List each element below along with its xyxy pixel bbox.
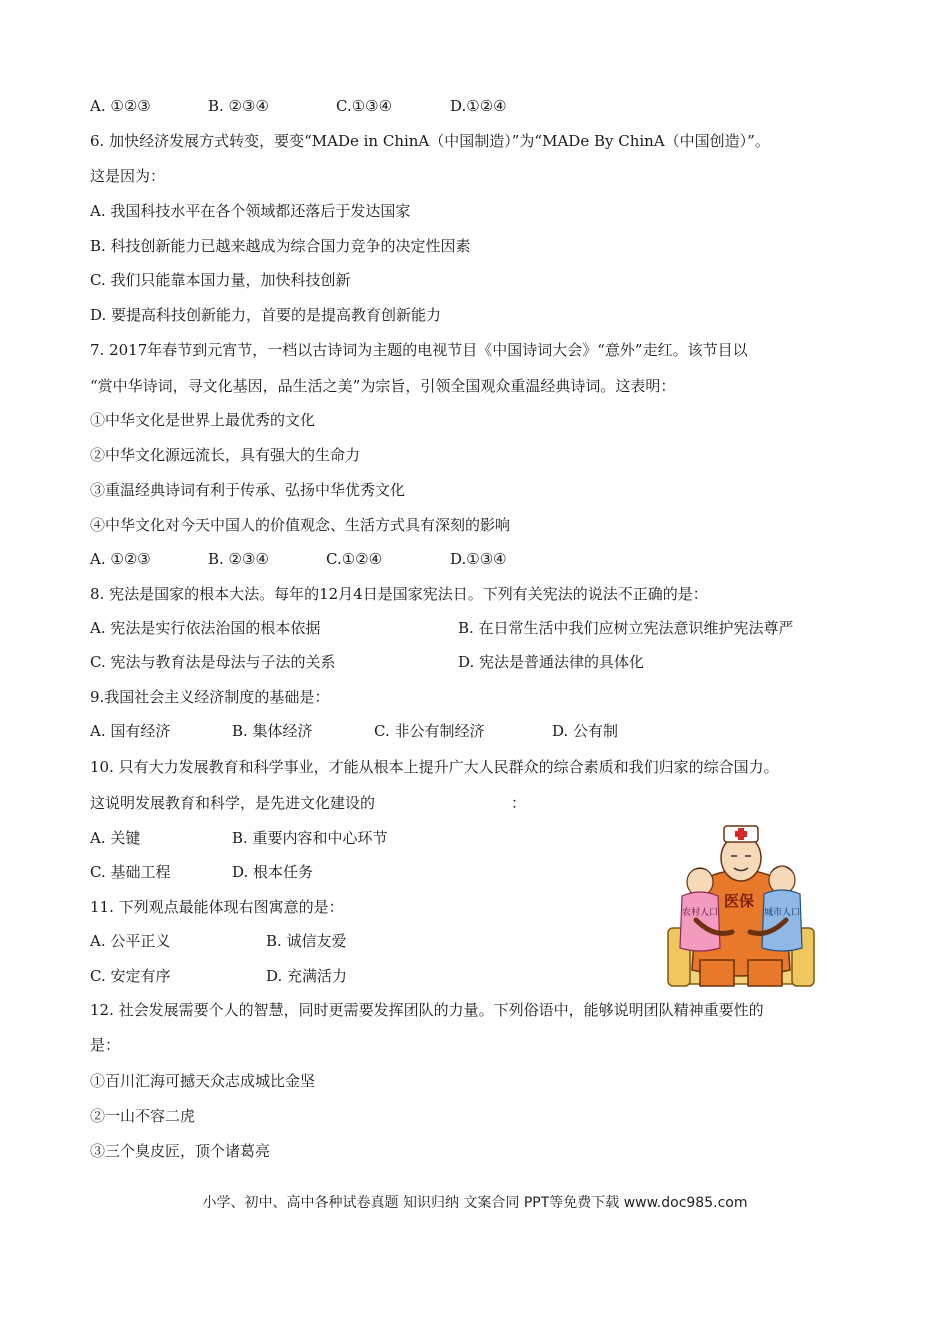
red-cross-icon [735,831,747,837]
q6-stem-line2: 这是因为： [90,167,166,185]
q12-stem-line2: 是： [90,1036,121,1054]
q6-option-b: B. 科技创新能力已越来越成为综合国力竞争的决定性因素 [90,237,471,255]
q10-stem-line1: 10. 只有大力发展教育和科学事业，才能从根本上提升广大人民群众的综合素质和我们归家的综合国力。 [90,758,779,776]
urban-population-label: 城市人口 [763,908,801,918]
q12-item-2: ②一山不容二虎 [90,1107,196,1125]
q11-option-d: D. 充满活力 [266,967,348,985]
q7-item-3: ③重温经典诗词有利于传承、弘扬中华优秀文化 [90,481,406,499]
q5-option-b: B. ②③④ [208,97,269,115]
q11-option-b: B. 诚信友爱 [266,932,347,950]
q7-option-a: A. ①②③ [90,550,151,568]
q10-option-c: C. 基础工程 [90,863,171,881]
q10-option-d: D. 根本任务 [232,863,314,881]
q9-option-a: A. 国有经济 [90,722,171,740]
medical-insurance-illustration [666,820,816,992]
q6-option-a: A. 我国科技水平在各个领域都还落后于发达国家 [90,202,411,220]
q5-option-d: D.①②④ [450,97,507,115]
q9-option-b: B. 集体经济 [232,722,313,740]
q10-blank-colon: ： [511,794,527,812]
q11-option-c: C. 安定有序 [90,967,171,985]
q11-option-a: A. 公平正义 [90,932,171,950]
q9-stem: 9.我国社会主义经济制度的基础是： [90,688,330,706]
q7-option-d: D.①③④ [450,550,507,568]
q12-stem-line1: 12. 社会发展需要个人的智慧，同时更需要发挥团队的力量。下列俗语中，能够说明团队精神重要性的 [90,1001,764,1019]
q8-option-a: A. 宪法是实行依法治国的根本依据 [90,619,321,637]
q7-item-4: ④中华文化对今天中国人的价值观念、生活方式具有深刻的影响 [90,516,511,534]
q6-stem-line1: 6. 加快经济发展方式转变，要变“MADe in ChinA（中国制造）”为“MADe By ChinA（中国创造）”。 [90,132,770,150]
q7-stem-line2: “赏中华诗词，寻文化基因，品生活之美”为宗旨，引领全国观众重温经典诗词。这表明： [90,377,676,395]
q8-option-b: B. 在日常生活中我们应树立宪法意识维护宪法尊严 [458,619,794,637]
page-footer: 小学、初中、高中各种试卷真题 知识归纳 文案合同 PPT等免费下载 www.doc985.com [202,1195,748,1211]
q7-item-1: ①中华文化是世界上最优秀的文化 [90,411,316,429]
q12-item-1: ①百川汇海可撼天众志成城比金坚 [90,1072,316,1090]
q6-option-d: D. 要提高科技创新能力，首要的是提高教育创新能力 [90,306,442,324]
q8-option-c: C. 宪法与教育法是母法与子法的关系 [90,653,336,671]
q7-item-2: ②中华文化源远流长，具有强大的生命力 [90,446,361,464]
q6-option-c: C. 我们只能靠本国力量，加快科技创新 [90,271,351,289]
q9-option-c: C. 非公有制经济 [374,722,485,740]
medical-insurance-label: 医保 [723,892,755,910]
q10-option-a: A. 关键 [90,829,141,847]
q8-option-d: D. 宪法是普通法律的具体化 [458,653,645,671]
q8-stem: 8. 宪法是国家的根本大法。每年的12月4日是国家宪法日。下列有关宪法的说法不正确的是： [90,585,708,603]
q5-option-a: A. ①②③ [90,97,151,115]
q7-option-c: C.①②④ [326,550,383,568]
q9-option-d: D. 公有制 [552,722,619,740]
rural-population-label: 农村人口 [681,908,719,918]
q7-stem-line1: 7. 2017年春节到元宵节，一档以古诗词为主题的电视节目《中国诗词大会》“意外”走红。该节目以 [90,341,748,359]
q12-item-3: ③三个臭皮匠，顶个诸葛亮 [90,1142,271,1160]
q10-option-b: B. 重要内容和中心环节 [232,829,388,847]
q5-option-c: C.①③④ [336,97,393,115]
q10-stem-line2: 这说明发展教育和科学，是先进文化建设的 [90,794,376,812]
q11-stem: 11. 下列观点最能体现右图寓意的是： [90,898,344,916]
q7-option-b: B. ②③④ [208,550,269,568]
